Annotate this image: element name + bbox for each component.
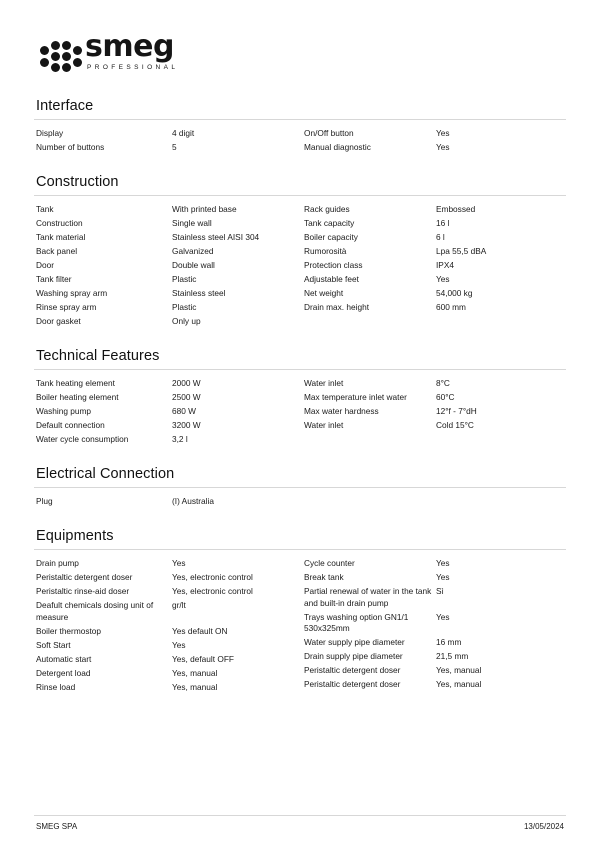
spec-row [304,274,566,286]
spec-value: Yes, manual [436,679,482,689]
spec-value: Yes, manual [172,681,218,692]
spec-key: Boiler thermostop [36,625,102,636]
spec-key: Plug [36,496,53,506]
spec-value: Yes [436,142,450,152]
spec-row [36,260,292,272]
spec-row [36,204,292,216]
spec-key: Automatic start [36,653,92,664]
spec-key: Peristaltic detergent doser [304,679,401,689]
spec-key: Water cycle consumption [36,434,129,444]
spec-value: Yes [436,572,450,582]
spec-column-right [300,378,566,448]
spec-value: 4 digit [172,128,195,138]
spec-key: Deafult chemicals dosing unit of measure [36,600,154,622]
spec-key: Drain pump [36,558,79,568]
brand-name: smeg [85,28,174,64]
spec-value: (I) Australia [172,496,214,506]
spec-key: Water inlet [304,378,344,388]
spec-row [304,392,566,404]
spec-row [36,586,292,598]
spec-key: Default connection [36,420,105,430]
spec-key: Adjustable feet [304,274,359,284]
spec-key: Number of buttons [36,142,105,152]
spec-key: Cycle counter [304,558,355,568]
spec-column-left [34,378,300,448]
spec-value: Cold 15°C [436,420,474,430]
spec-key: Display [36,128,64,138]
section-electrical-connection [34,466,566,510]
spec-row [36,600,292,623]
spec-key: Drain supply pipe diameter [304,651,403,661]
spec-key: Peristaltic detergent doser [304,665,401,675]
section-divider [34,549,566,550]
section-divider [34,369,566,370]
spec-key: Rinse load [36,681,76,692]
spec-key: Net weight [304,288,344,298]
spec-row [36,558,292,570]
spec-row [304,246,566,258]
spec-row [36,406,292,418]
spec-row [36,572,292,584]
spec-key: Boiler heating element [36,392,119,402]
spec-row [36,668,292,680]
spec-key: Rumorosità [304,246,347,256]
spec-key: Rack guides [304,204,350,214]
spec-value: Stainless steel AISI 304 [172,232,260,242]
spec-row [36,274,292,286]
spec-row [36,316,292,328]
spec-key: Boiler capacity [304,232,358,242]
spec-value: 680 W [172,406,196,416]
spec-row [36,434,292,446]
spec-value: 6 l [436,232,445,242]
spec-value: Double wall [172,260,215,270]
spec-row [304,586,566,609]
spec-value: Embossed [436,204,476,214]
spec-value: 8°C [436,378,450,388]
spec-row [36,682,292,694]
spec-key: Peristaltic rinse-aid doser [36,586,130,596]
spec-value: With printed base [172,204,237,214]
spec-value: 5 [172,142,177,152]
spec-row [304,679,566,691]
spec-value: Only up [172,316,201,326]
spec-row [304,232,566,244]
spec-key: Construction [36,218,83,228]
page-footer [34,815,566,831]
spec-column-left [34,496,300,510]
spec-key: Trays washing option GN1/1 530x325mm [304,611,409,633]
spec-key: Tank material [36,232,86,242]
spec-value: Plastic [172,274,197,284]
spec-row [36,246,292,258]
spec-row [36,626,292,638]
spec-column-left [34,128,300,156]
section-equipments [34,528,566,696]
spec-row [36,288,292,300]
section-divider [34,195,566,196]
spec-row [36,420,292,432]
spec-value: 3200 W [172,420,201,430]
spec-key: Soft Start [36,639,71,650]
spec-row [36,392,292,404]
spec-key: Water supply pipe diameter [304,637,405,647]
spec-value: Yes, electronic control [172,586,253,596]
footer-divider [34,815,566,816]
section-title: Technical Features [36,348,160,364]
spec-row [36,496,292,508]
spec-column-right [300,128,566,156]
spec-value: Yes, manual [436,665,482,675]
spec-row [36,232,292,244]
spec-row [36,654,292,666]
spec-key: Partial renewal of water in the tank and built-in drain pump [304,586,432,608]
spec-value: Yes [436,611,450,622]
brand-header [34,22,566,80]
spec-key: Tank filter [36,274,72,284]
spec-row [304,288,566,300]
spec-value: Plastic [172,302,197,312]
spec-key: Tank heating element [36,378,115,388]
spec-key: Rinse spray arm [36,302,97,312]
spec-key: Back panel [36,246,78,256]
spec-value: Yes [172,558,186,568]
spec-row [36,142,292,154]
section-divider [34,487,566,488]
spec-key: Washing spray arm [36,288,108,298]
spec-value: Yes, default OFF [172,653,234,664]
spec-value: 54,000 kg [436,288,473,298]
spec-column-right [300,204,566,330]
footer-date: 13/05/2024 [523,822,564,831]
spec-key: Tank [36,204,54,214]
spec-key: Protection class [304,260,363,270]
spec-key: Washing pump [36,406,92,416]
spec-key: Detergent load [36,667,91,678]
spec-value: Single wall [172,218,212,228]
footer-company: SMEG SPA [36,822,78,831]
section-title: Construction [36,174,119,190]
spec-row [304,665,566,677]
section-title: Interface [36,98,94,114]
spec-value: gr/lt [172,600,186,610]
spec-value: Yes [172,639,186,650]
section-title: Equipments [36,528,114,544]
section-technical-features [34,348,566,448]
spec-key: Door [36,260,54,270]
spec-row [304,302,566,314]
spec-value: 16 mm [436,637,462,647]
spec-row [304,558,566,570]
spec-row [36,378,292,390]
spec-key: Break tank [304,572,344,582]
spec-value: 12°f - 7°dH [436,406,477,416]
section-interface [34,98,566,156]
spec-key: Manual diagnostic [304,142,371,152]
spec-row [36,640,292,652]
spec-value: IPX4 [436,260,454,270]
brand-tagline: PROFESSIONAL [87,63,179,71]
spec-column-left [34,204,300,330]
spec-value: Lpa 55,5 dBA [436,246,487,256]
spec-row [304,612,566,635]
spec-row [304,637,566,649]
smeg-logo [40,28,179,71]
spec-value: Yes [436,128,450,138]
spec-key: Max water hardness [304,406,379,416]
spec-column-right [300,558,566,696]
spec-value: 2500 W [172,392,201,402]
spec-row [304,142,566,154]
spec-value: Yes default ON [172,625,228,636]
spec-value: 3,2 l [172,434,188,444]
spec-row [304,204,566,216]
spec-value: Galvanized [172,246,214,256]
spec-column-right [300,496,566,510]
spec-key: Tank capacity [304,218,355,228]
spec-value: Yes, electronic control [172,572,253,582]
spec-value: Stainless steel [172,288,226,298]
spec-key: Water inlet [304,420,344,430]
spec-row [304,128,566,140]
spec-value: 16 l [436,218,450,228]
spec-value: Yes [436,274,450,284]
spec-row [36,302,292,314]
spec-value: Yes [436,558,450,568]
spec-row [304,572,566,584]
spec-value: 600 mm [436,302,466,312]
spec-key: Max temperature inlet water [304,392,407,402]
section-title: Electrical Connection [36,466,175,482]
spec-row [304,218,566,230]
spec-value: Yes, manual [172,667,218,678]
spec-row [36,218,292,230]
spec-row [304,378,566,390]
spec-key: Peristaltic detergent doser [36,572,133,582]
section-divider [34,119,566,120]
spec-row [36,128,292,140]
spec-row [304,651,566,663]
section-construction [34,174,566,330]
spec-value: 60°C [436,392,455,402]
spec-value: 2000 W [172,378,201,388]
spec-row [304,260,566,272]
spec-key: Door gasket [36,316,81,326]
spec-row [304,406,566,418]
spec-row [304,420,566,432]
spec-value: Sì [436,586,444,596]
spec-column-left [34,558,300,696]
spec-value: 21,5 mm [436,651,469,661]
spec-key: On/Off button [304,128,354,138]
logo-dots-icon [40,41,82,71]
spec-key: Drain max. height [304,302,370,312]
